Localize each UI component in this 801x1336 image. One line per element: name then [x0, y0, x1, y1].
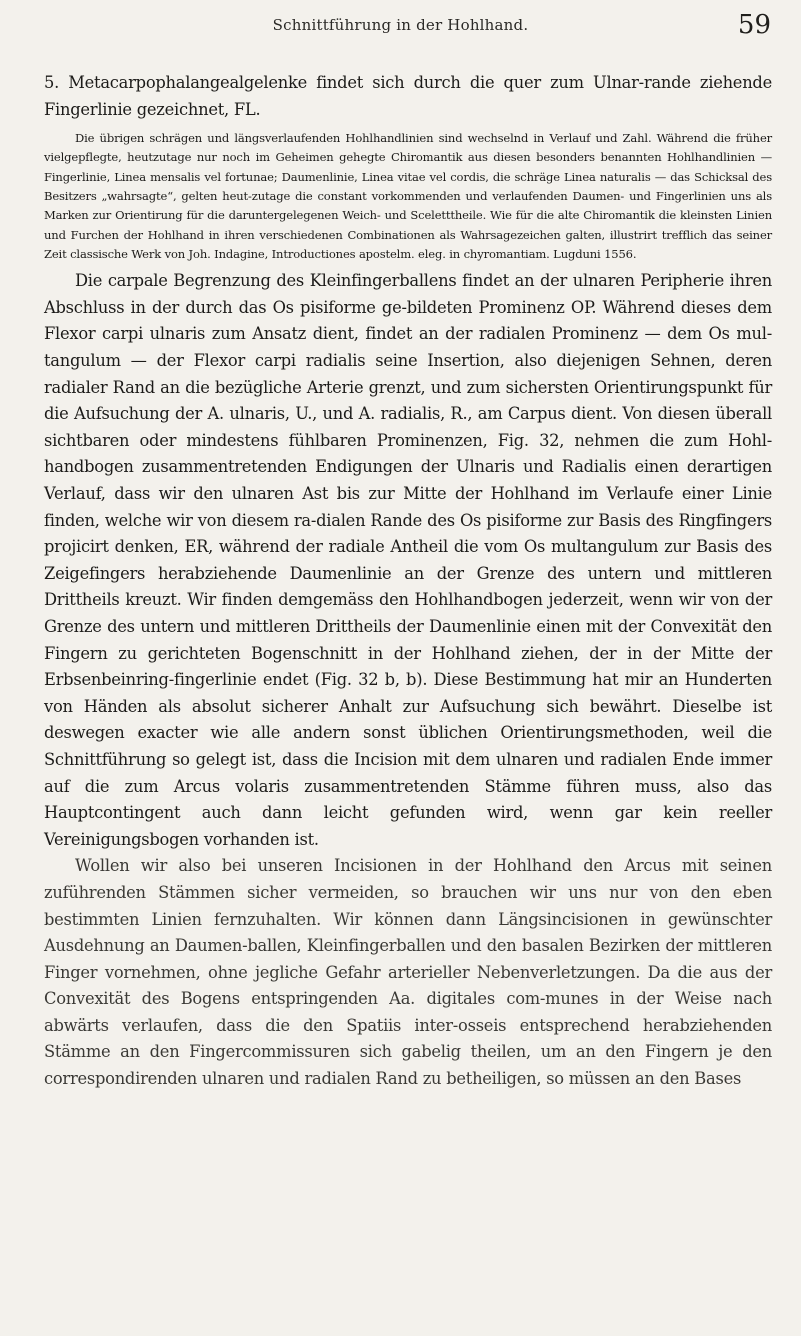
paragraph-fingerlinie: 5. Metacarpophalangealgelenke findet sich durch die quer zum Ulnar-rande ziehende Fingerlinie gezeichnet, FL.: [44, 73, 772, 119]
running-head: [0, 10, 801, 40]
body-text: [44, 70, 772, 1093]
paragraph-carpale-begrenzung: Die carpale Begrenzung des Kleinfingerballens findet an der ulnaren Peripherie ihren Abschluss in der durch das Os pisiforme ge-bildeten Prominenz OP. Während dieses dem Flexor carpi ulnaris zum Ansatz dient, findet an der radialen Prominenz — dem Os mul-tangulum — der Flexor carpi radialis seine Insertion, also diejenigen Sehnen, deren radialer Rand an die bezügliche Arterie grenzt, und zum sichersten Orientirungspunkt für die Aufsuchung der A. ulnaris, U., und A. radialis, R., am Carpus dient. Von diesen überall sichtbaren oder mindestens fühlbaren Prominenzen, Fig. 32, nehmen die zum Hohl-handbogen zusammentretenden Endigungen der Ulnaris und Radialis einen derartigen Verlauf, dass wir den ulnaren Ast bis zur Mitte der Hohlhand im Verlaufe einer Linie finden, welche wir von diesem ra-dialen Rande des Os pisiforme zur Basis des Ringfingers projicirt denken, ER, während der radiale Antheil die vom Os multangulum zur Basis des Zeigefingers herabziehende Daumenlinie an der Grenze des untern und mittleren Drittheils kreuzt. Wir finden demgemäss den Hohlhandbogen jederzeit, wenn wir von der Grenze des untern und mittleren Drittheils der Daumenlinie einen mit der Convexität den Fingern zu gerichteten Bogenschnitt in der Hohlhand ziehen, der in der Mitte der Erbsenbeinring-fingerlinie endet (Fig. 32 b, b). Diese Bestimmung hat mir an Hunderten von Händen als absolut sicherer Anhalt zur Aufsuchung sich bewährt. Dieselbe ist deswegen exacter wie alle andern sonst üblichen Orientirungsmethoden, weil die Schnittführung so gelegt ist, dass die Incision mit dem ulnaren und radialen Ende immer auf die zum Arcus volaris zusammentretenden Stämme führen muss, also das Hauptcontingent auch dann leicht gefunden wird, wenn gar kein reeller Vereinigungsbogen vorhanden ist.: [44, 271, 772, 849]
paragraph-chiromantik-note: Die übrigen schrägen und längsverlaufenden Hohlhandlinien sind wechselnd in Verlauf und Zahl. Während die früher vielgepflegte, heutzutage nur noch im Geheimen gehegte Chiromantik aus diesen besonders benannten Hohlhandlinien — Fingerlinie, Linea mensalis vel fortunae; Daumenlinie, Linea vitae vel cordis, die schräge Linea naturalis — das Schicksal des Besitzers „wahrsagte“, gelten heut-zutage die constant vorkommenden und verlaufenden Daumen- und Fingerlinien uns als Marken zur Orientirung für die daruntergelegenen Weich- und Sceletttheile. Wie für die alte Chiromantik die kleinsten Linien und Furchen der Hohlhand in ihren verschiedenen Combinationen als Wahrsagezeichen galten, illustrirt trefflich das seiner Zeit classische Werk von Joh. Indagine, Introductiones apostelm. eleg. in chyromantiam. Lugduni 1556.: [44, 131, 772, 261]
paragraph-incisionen: Wollen wir also bei unseren Incisionen in der Hohlhand den Arcus mit seinen zuführenden Stämmen sicher vermeiden, so brauchen wir uns nur von den eben bestimmten Linien fernzuhalten. Wir können dann Längsincisionen in gewünschter Ausdehnung an Daumen-ballen, Kleinfingerballen und den basalen Bezirken der mittleren Finger vornehmen, ohne jegliche Gefahr arterieller Nebenverletzungen. Da die aus der Convexität des Bogens entspringenden Aa. digitales com-munes in der Weise nach abwärts verlaufen, dass die den Spatiis inter-osseis entsprechend herabziehenden Stämme an den Fingercommissuren sich gabelig theilen, um an den Fingern je den correspondirenden ulnaren und radialen Rand zu betheiligen, so müssen an den Bases: [44, 856, 772, 1089]
page-number: 59: [737, 10, 771, 40]
running-title: Schnittführung in der Hohlhand.: [272, 16, 529, 34]
